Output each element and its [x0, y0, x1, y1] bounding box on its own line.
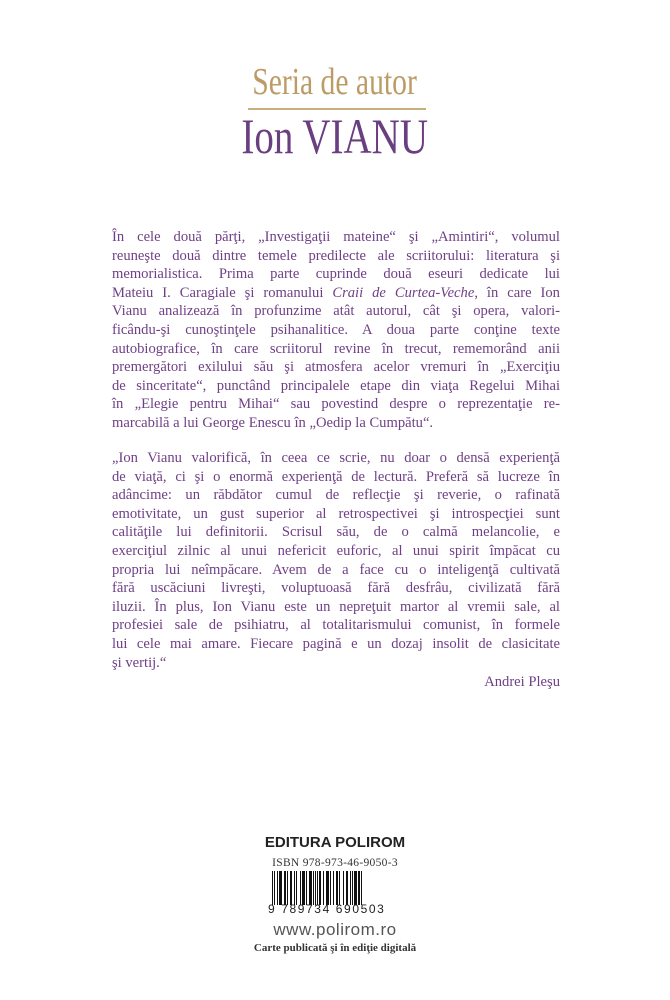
barcode-bar [287, 871, 288, 905]
barcode-bar [309, 871, 312, 905]
barcode-bar [279, 871, 282, 905]
barcode-bar [290, 871, 292, 905]
text-line: În cele două părţi, „Investigaţii mateine“ şi „Amintiri“, volumul [112, 229, 560, 245]
quote-paragraph [112, 449, 560, 672]
text-line: marcabilă a lui George Enescu în „Oedip la Cumpătu“. [112, 414, 434, 431]
barcode-bar [358, 871, 360, 905]
quote-author: Andrei Pleşu [484, 674, 560, 690]
barcode-bar [326, 871, 329, 905]
barcode-bar [323, 871, 324, 905]
text-line: ficându-şi cunoştinţele psihanalitice. A doua parte conţine texte [112, 321, 560, 338]
text-line: profesiei sale de psihiatru, al totalitarismului comunist, în formele [112, 617, 560, 634]
publisher-name: EDITURA POLIROM [264, 834, 406, 851]
barcode-bar [336, 871, 338, 905]
barcode-bar [300, 871, 301, 905]
text-line: emotivitate, un gust superior al retrospectivei şi introspecţiei sunt [112, 505, 560, 522]
barcode-bar [272, 871, 273, 905]
series-title [0, 60, 670, 104]
barcode-bars [272, 871, 398, 905]
barcode-bar [350, 871, 351, 905]
text-line: de sinceritate“, punctând principalele etape din viaţa Regelui Mihai [112, 377, 560, 394]
barcode-bar [361, 871, 362, 905]
text-line: autobiografice, în care scriitorul revine în trecut, rememorând anii [112, 340, 560, 357]
text-line: calităţile lui definitorii. Scrisul său, de o calmă melancolie, e [112, 524, 560, 541]
barcode-bar [296, 871, 297, 905]
text-line: „Ion Vianu valorifică, în ceea ce scrie, nu doar o densă experienţă [112, 450, 560, 466]
text-line: şi vertij.“ [112, 654, 167, 671]
text-line: premergători exilului său şi atmosfera acelor vremuri în „Exerciţiu [112, 359, 560, 376]
author-name-text: Ion VIANU [241, 108, 429, 164]
barcode-digits: 9 789734 690503 [268, 902, 386, 916]
text-line: în „Elegie pentru Mihai“ sau povestind despre o reprezentaţie re- [112, 396, 560, 413]
barcode-bar [284, 871, 286, 905]
text-line: reuneşte două dintre temele predilecte ale scriitorului: literatura şi [112, 247, 560, 264]
barcode-bar [319, 871, 321, 905]
author-name [0, 108, 670, 164]
text-line: lui cele mai amare. Fiecare pagină e un dozaj insolit de clasicitate [112, 635, 560, 652]
barcode [272, 871, 398, 905]
barcode-bar [277, 871, 278, 905]
text-line: Vianu analizează în profunzime atât autorul, cât şi opera, valori- [112, 303, 560, 320]
text-line: propria lui neîmpăcare. Avem de a face cu o inteligenţă cultivată [112, 561, 560, 578]
barcode-bar [343, 871, 344, 905]
barcode-bar [339, 871, 340, 905]
barcode-bar [333, 871, 334, 905]
barcode-bar [330, 871, 331, 905]
text-segment: , în care Ion [474, 284, 560, 301]
website: www.polirom.ro [273, 920, 397, 939]
barcode-bar [313, 871, 314, 905]
digital-edition-note: Carte publicată şi în ediţie digitală [253, 942, 417, 954]
book-title-italic: Craii de Curtea-Veche [332, 284, 475, 301]
barcode-bar [354, 871, 357, 905]
barcode-bar [352, 871, 353, 905]
description-paragraph [112, 228, 560, 433]
text-line: iluzii. În plus, Ion Vianu este un nepreţuit martor al vremii sale, al [112, 598, 560, 615]
text-line: exerciţiul zilnic al unui nefericit euforic, al unui spirit împăcat cu [112, 542, 560, 559]
barcode-bar [294, 871, 295, 905]
barcode-bar [306, 871, 307, 905]
barcode-bar [274, 871, 275, 905]
series-title-text: Seria de autor [252, 61, 418, 103]
text-line: fără uscăciuni livreşti, voluptuoasă fără desfrâu, civilizată fără [112, 580, 560, 597]
barcode-bar [317, 871, 318, 905]
barcode-bar [346, 871, 348, 905]
text-segment: Mateiu I. Caragiale şi romanului [112, 284, 333, 301]
text-line [112, 284, 560, 303]
isbn: ISBN 978-973-46-9050-3 [272, 857, 398, 869]
text-line: de viaţă, ci şi o enormă experienţă de lectură. Preferă să lucreze în [112, 468, 560, 485]
barcode-bar [302, 871, 304, 905]
barcode-bar [315, 871, 316, 905]
text-line: adâncime: un răbdător cumul de reflecţie şi reverie, o rafinată [112, 487, 560, 504]
text-line: memorialistica. Prima parte cuprinde două eseuri dedicate lui [112, 266, 560, 283]
